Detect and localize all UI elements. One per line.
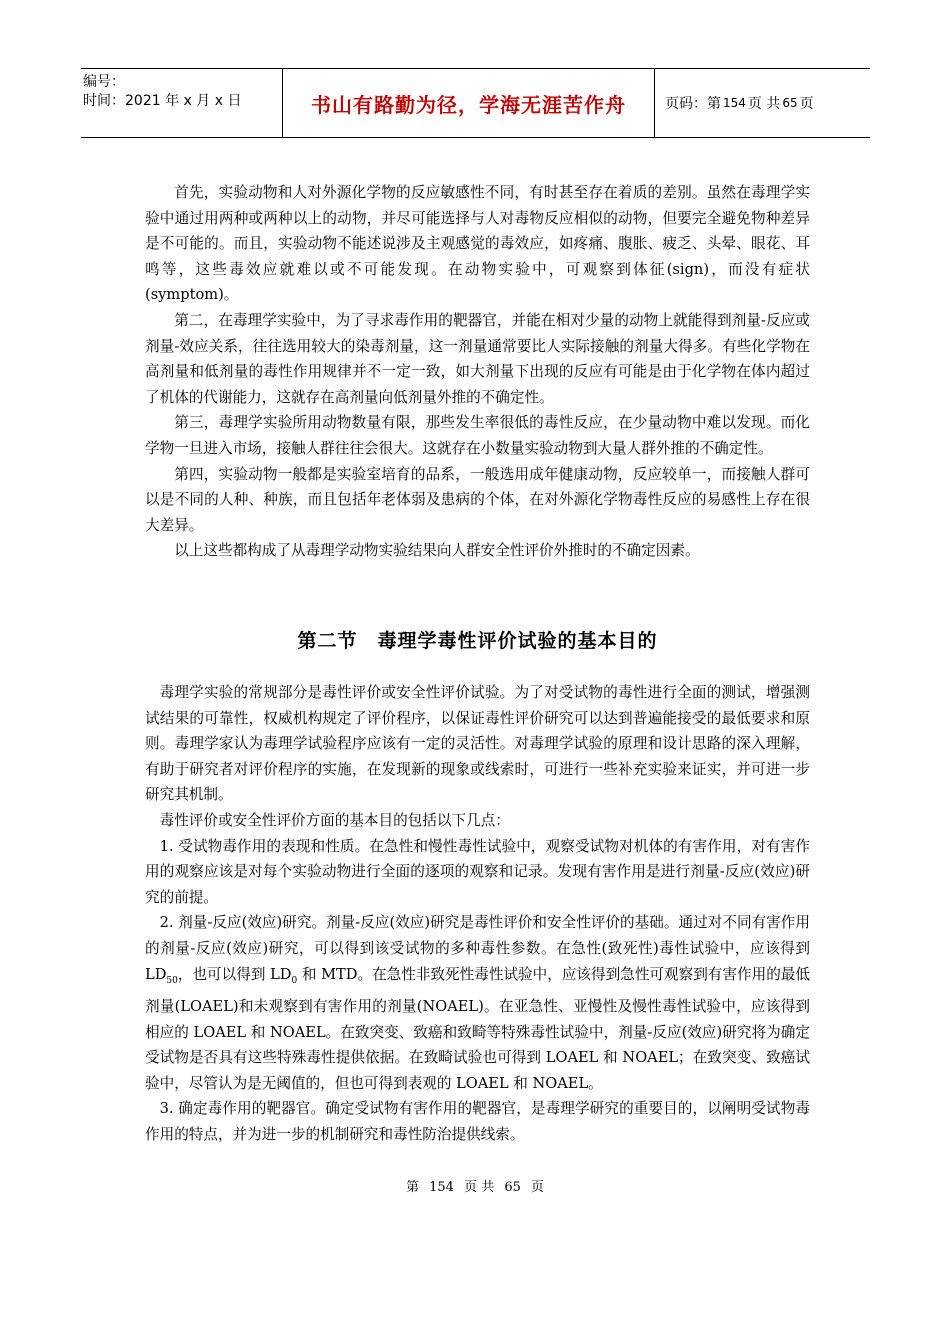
document-time-label: 时间：2021 年 x 月 x 日: [83, 93, 242, 109]
paragraph: 第二，在毒理学实验中，为了寻求毒作用的靶器官，并能在相对少量的动物上就能得到剂量-反应或剂量-效应关系，往往选用较大的染毒剂量，这一剂量通常要比人实际接触的剂量大得多。有些化学物在高剂量和低剂量的毒性作用规律并不一定一致，如大剂量下出现的反应有可能是由于化学物在体内超过了机体的代谢能力，这就存在高剂量向低剂量外推的不确定性。: [145, 311, 810, 406]
header-motto: 书山有路勤为径，学海无涯苦作舟: [311, 92, 626, 117]
header-page-mid: 页 共: [747, 96, 781, 112]
paragraph: 首先，实验动物和人对外源化学物的反应敏感性不同，有时甚至存在着质的差别。虽然在毒理学实验中通过用两种或两种以上的动物，并尽可能选择与人对毒物反应相似的动物，但要完全避免物种差异是不可能的。而且，实验动物不能述说涉及主观感觉的毒效应，如疼痛、腹胀、疲乏、头晕、眼花、耳鸣等，这些毒效应就难以或不可能发现。在动物实验中，可观察到体征(sign)，而没有症状(symptom)。: [145, 184, 810, 304]
header-page-number: 154: [723, 96, 746, 110]
footer-page-number: 154: [429, 1180, 454, 1195]
footer-suffix: 页: [531, 1180, 545, 1195]
subscript: 0: [291, 975, 298, 986]
paragraph: 第三，毒理学实验所用动物数量有限，那些发生率很低的毒性反应，在少量动物中难以发现。而化学物一旦进入市场，接触人群往往会很大。这就存在小数量实验动物到大量人群外推的不确定性。: [145, 414, 810, 457]
list-item: 1. 受试物毒作用的表现和性质。在急性和慢性毒性试验中，观察受试物对机体的有害作用，对有害作用的观察应该是对每个实验动物进行全面的逐项的观察和记录。发现有害作用是进行剂量-反应(效应)研究的前提。: [145, 837, 810, 906]
list-item: [145, 910, 810, 1096]
page-header: [81, 68, 870, 138]
document-number-label: 编号：: [83, 74, 125, 90]
header-page-prefix: 页码：第: [665, 96, 721, 112]
list-item: 3. 确定毒作用的靶器官。确定受试物有害作用的靶器官，是毒理学研究的重要目的，以阐明受试物毒作用的特点，并为进一步的机制研究和毒性防治提供线索。: [145, 1100, 810, 1143]
header-page-total: 65: [782, 96, 798, 110]
section1-body: [145, 180, 810, 564]
list-item-text: 2. 剂量-反应(效应)研究。剂量-反应(效应)研究是毒性评价和安全性评价的基础。通过对不同有害作用的剂量-反应(效应)研究，可以得到该受试物的多种毒性参数。在急性(致死性)毒性试验中，应该得到 LD: [145, 914, 810, 983]
footer-page-total: 65: [504, 1180, 521, 1195]
list-item-text: ，也可以得到 LD: [177, 965, 292, 983]
paragraph: 以上这些都构成了从毒理学动物实验结果向人群安全性评价外推时的不确定因素。: [174, 542, 700, 560]
header-page-cell: [655, 69, 880, 137]
paragraph: 毒性评价或安全性评价方面的基本目的包括以下几点：: [159, 811, 510, 829]
page-footer: [0, 1176, 950, 1195]
header-motto-cell: [283, 69, 655, 137]
header-info-cell: [81, 69, 283, 137]
paragraph: 毒理学实验的常规部分是毒性评价或安全性评价试验。为了对受试物的毒性进行全面的测试，增强测试结果的可靠性，权威机构规定了评价程序，以保证毒性评价研究可以达到普遍能接受的最低要求和原则。毒理学家认为毒理学试验程序应该有一定的灵活性。对毒理学试验的原理和设计思路的深入理解，有助于研究者对评价程序的实施，在发现新的现象或线索时，可进行一些补充实验来证实，并可进一步研究其机制。: [145, 684, 810, 804]
section-heading: 第二节 毒理学毒性评价试验的基本目的: [297, 630, 658, 652]
section2-body: [145, 680, 810, 1148]
header-page-suffix: 页: [799, 96, 814, 112]
footer-prefix: 第: [405, 1180, 419, 1195]
subscript: 50: [166, 975, 178, 986]
footer-mid: 页 共: [464, 1180, 495, 1195]
list-item-text: 和 MTD。在急性非致死性毒性试验中，应该得到急性可观察到有害作用的最低剂量(LOAEL)和未观察到有害作用的剂量(NOAEL)。在亚急性、亚慢性及慢性毒性试验中，应该得到相应的 LOAEL 和 NOAEL。在致突变、致癌和致畸等特殊毒性试验中，剂量-反应(效应)研究将为确定受试物是否具有这些特殊毒性提供依据。在致畸试验也可得到 LOAEL 和 NOAEL；在致突变、致癌试验中，尽管认为是无阈值的，但也可得到表观的 LOAEL 和 NOAEL。: [145, 965, 810, 1092]
paragraph: 第四，实验动物一般都是实验室培育的品系，一般选用成年健康动物，反应较单一，而接触人群可以是不同的人种、种族，而且包括年老体弱及患病的个体，在对外源化学物毒性反应的易感性上存在很大差异。: [145, 465, 810, 534]
